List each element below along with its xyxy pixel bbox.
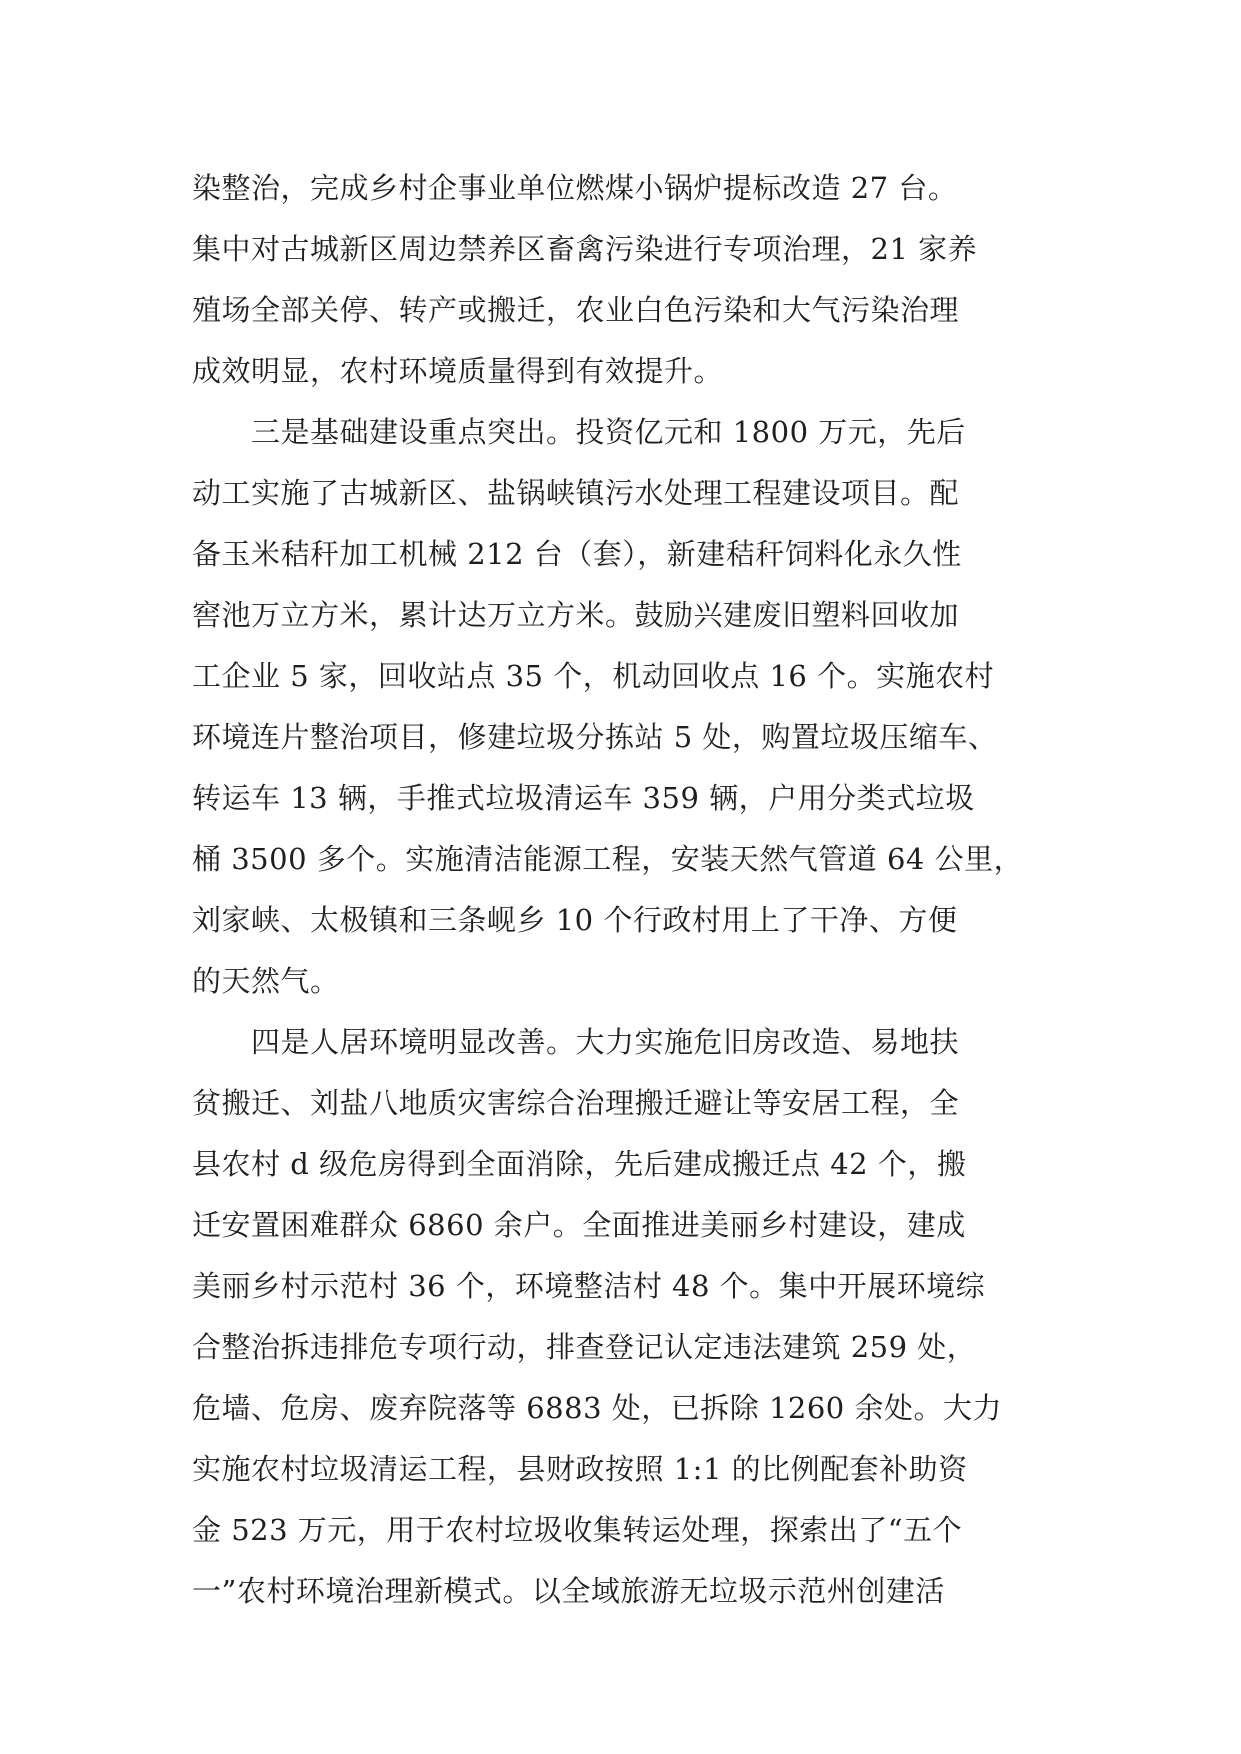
text-line: 县农村 d 级危房得到全面消除，先后建成搬迁点 42 个，搬 (192, 1147, 967, 1181)
text-line: 转运车 13 辆，手推式垃圾清运车 359 辆，户用分类式垃圾 (192, 781, 975, 815)
text-line: 美丽乡村示范村 36 个，环境整洁村 48 个。集中开展环境综 (192, 1269, 986, 1303)
text-line: 环境连片整治项目，修建垃圾分拣站 5 处，购置垃圾压缩车、 (192, 720, 998, 754)
text-line: 工企业 5 家，回收站点 35 个，机动回收点 16 个。实施农村 (192, 659, 995, 693)
text-line: 备玉米秸秆加工机械 212 台（套），新建秸秆饲料化永久性 (192, 537, 962, 571)
text-line: 殖场全部关停、转产或搬迁，农业白色污染和大气污染治理 (192, 293, 960, 327)
text-line: 一”农村环境治理新模式。以全域旅游无垃圾示范州创建活 (192, 1574, 945, 1608)
text-line: 刘家峡、太极镇和三条岘乡 10 个行政村用上了干净、方便 (192, 903, 958, 937)
text-line: 的天然气。 (192, 964, 340, 998)
text-line: 危墙、危房、废弃院落等 6883 处，已拆除 1260 余处。大力 (192, 1391, 1002, 1425)
text-line: 三是基础建设重点突出。投资亿元和 1800 万元，先后 (192, 415, 966, 449)
text-line: 迁安置困难群众 6860 余户。全面推进美丽乡村建设，建成 (192, 1208, 966, 1242)
text-line: 窖池万立方米，累计达万立方米。鼓励兴建废旧塑料回收加 (192, 598, 960, 632)
text-line: 集中对古城新区周边禁养区畜禽污染进行专项治理，21 家养 (192, 232, 978, 266)
text-line: 成效明显，农村环境质量得到有效提升。 (192, 354, 724, 388)
text-line: 桶 3500 多个。实施清洁能源工程，安装天然气管道 64 公里， (192, 842, 1024, 876)
text-line: 四是人居环境明显改善。大力实施危旧房改造、易地扶 (192, 1025, 960, 1059)
text-line: 合整治拆违排危专项行动，排查登记认定违法建筑 259 处， (192, 1330, 977, 1364)
text-line: 贫搬迁、刘盐八地质灾害综合治理搬迁避让等安居工程，全 (192, 1086, 960, 1120)
text-line: 金 523 万元，用于农村垃圾收集转运处理，探索出了“五个 (192, 1513, 963, 1547)
body-text (192, 158, 1050, 1622)
text-line: 动工实施了古城新区、盐锅峡镇污水处理工程建设项目。配 (192, 476, 960, 510)
text-line: 实施农村垃圾清运工程，县财政按照 1:1 的比例配套补助资 (192, 1452, 968, 1486)
text-line: 染整治，完成乡村企事业单位燃煤小锅炉提标改造 27 台。 (192, 171, 958, 205)
